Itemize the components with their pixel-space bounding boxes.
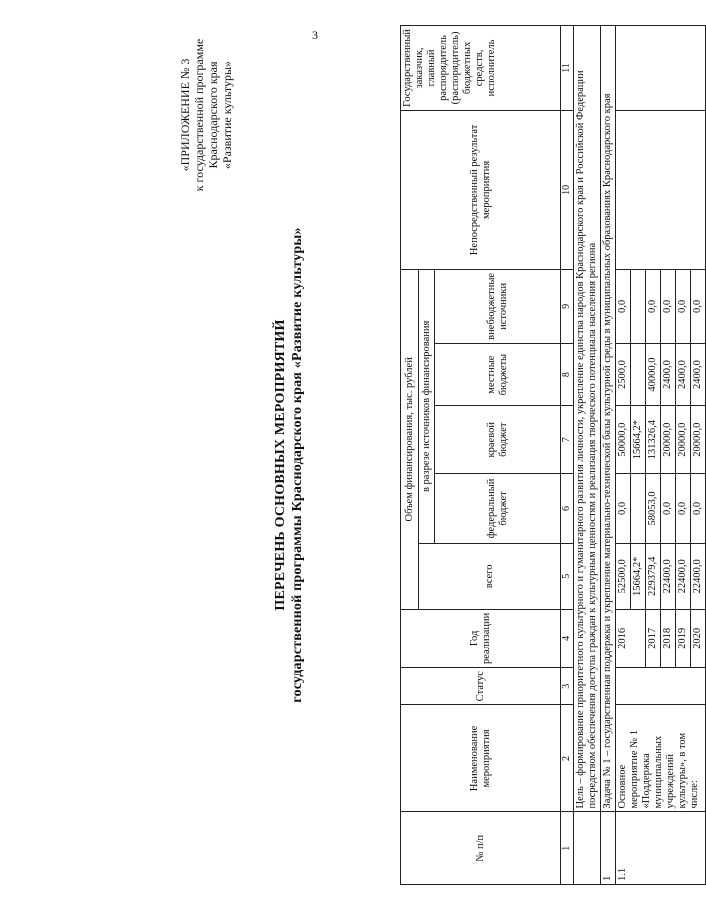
- page-number: 3: [312, 28, 318, 42]
- header-extra: внебюджетные источники: [435, 269, 561, 343]
- row-local: 2400,0: [661, 343, 676, 406]
- row-extra: [631, 269, 646, 343]
- header-by-source: в разрезе источников финансирования: [419, 269, 435, 543]
- header-year: Год реализации: [401, 609, 561, 667]
- column-number: 8: [561, 343, 574, 406]
- task-text: Задача № 1 – государственная поддержка и укрепление материально-технической базы культурной среды в муниципальных образованиях Краснодарского края: [601, 26, 616, 813]
- measures-table: [400, 25, 706, 885]
- row-local: 2400,0: [691, 343, 706, 406]
- row-federal: 0,0: [676, 474, 691, 544]
- row-federal: 0,0: [691, 474, 706, 544]
- row-federal: 0,0: [616, 474, 631, 544]
- row-regional: 20000,0: [676, 406, 691, 474]
- header-status: Статус: [401, 668, 561, 705]
- row-regional: 50000,0: [616, 406, 631, 474]
- row-year: 2017: [646, 609, 661, 667]
- header-num: № п/п: [401, 812, 561, 885]
- row-federal: 58053,0: [646, 474, 661, 544]
- row-total: 22400,0: [691, 543, 706, 609]
- row-extra: 0,0: [676, 269, 691, 343]
- row-local: 40000,0: [646, 343, 661, 406]
- row-local: 2500,0: [616, 343, 631, 406]
- row-total: 22400,0: [676, 543, 691, 609]
- title-line: ПЕРЕЧЕНЬ ОСНОВНЫХ МЕРОПРИЯТИЙ: [273, 319, 288, 611]
- row-year: 2018: [661, 609, 676, 667]
- column-number: 3: [561, 668, 574, 705]
- row-total: 229379,4: [646, 543, 661, 609]
- appendix-line: к государственной программе: [192, 38, 206, 192]
- column-number: 4: [561, 609, 574, 667]
- row-year: 2016: [616, 609, 646, 667]
- column-number: 9: [561, 269, 574, 343]
- row-extra: 0,0: [646, 269, 661, 343]
- header-customer: Государственный заказчик, главный распорядитель (распорядитель) бюджетных средств, исполнитель: [401, 26, 561, 111]
- row-federal: 0,0: [661, 474, 676, 544]
- header-federal: федеральный бюджет: [435, 474, 561, 544]
- row-local: 2400,0: [676, 343, 691, 406]
- row-year: 2020: [691, 609, 706, 667]
- title-subline: государственной программы Краснодарского края «Развитие культуры»: [290, 227, 305, 703]
- column-number: 7: [561, 406, 574, 474]
- column-number: 1: [561, 812, 574, 885]
- item-name: Основное мероприятие № 1 «Поддержка муниципальных учреждений культуры», в том числе:: [616, 705, 706, 812]
- task-number: 1: [601, 812, 616, 885]
- appendix-line: «Развитие культуры»: [220, 60, 234, 170]
- row-federal: [631, 474, 646, 544]
- row-extra: 0,0: [691, 269, 706, 343]
- row-extra: 0,0: [616, 269, 631, 343]
- row-extra: 0,0: [661, 269, 676, 343]
- row-regional: 20000,0: [691, 406, 706, 474]
- row-regional: 131326,4: [646, 406, 661, 474]
- appendix-line: «ПРИЛОЖЕНИЕ № 3: [178, 58, 192, 172]
- rotated-page-content: [172, 25, 703, 885]
- row-total: 15664,2*: [631, 543, 646, 609]
- header-result: Непосредственный результат мероприятия: [401, 110, 561, 269]
- item-number: 1.1: [616, 812, 706, 885]
- column-number: 5: [561, 543, 574, 609]
- column-number: 6: [561, 474, 574, 544]
- row-total: 52500,0: [616, 543, 631, 609]
- column-number: 11: [561, 26, 574, 111]
- row-total: 22400,0: [661, 543, 676, 609]
- header-name: Наименование мероприятия: [401, 705, 561, 812]
- header-total: всего: [419, 543, 561, 609]
- row-local: [631, 343, 646, 406]
- header-local: местные бюджеты: [435, 343, 561, 406]
- appendix-line: Краснодарского края: [206, 61, 220, 169]
- appendix-header: [178, 35, 234, 195]
- row-year: 2019: [676, 609, 691, 667]
- document-title: [272, 85, 306, 845]
- row-regional: 20000,0: [661, 406, 676, 474]
- column-number: 10: [561, 110, 574, 269]
- header-regional: краевой бюджет: [435, 406, 561, 474]
- goal-text: Цель – формирование приоритетного культурного и гуманитарного развития личности, укрепление единства народов Краснодарского края и Российской Федерации посредством обеспечения доступа граждан к культурным ценностям и реализация творческого потенциала населения региона: [574, 26, 601, 813]
- row-regional: 15664,2*: [631, 406, 646, 474]
- column-number: 2: [561, 705, 574, 812]
- header-funding: Объем финансирования, тыс. рублей: [401, 269, 419, 609]
